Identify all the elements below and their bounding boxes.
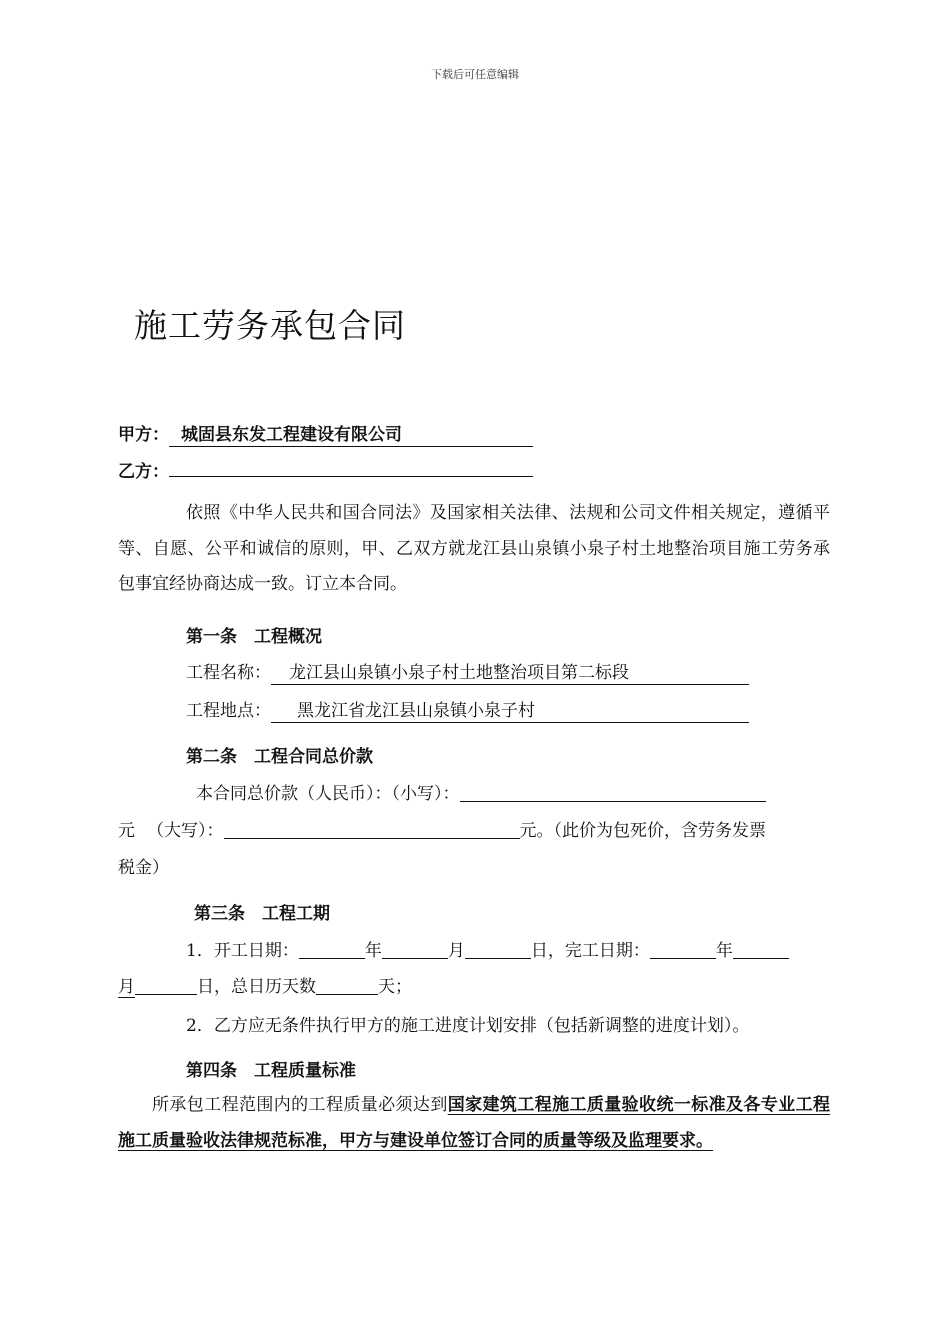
party-a-line <box>118 420 533 447</box>
intro-paragraph: 依照《中华人民共和国合同法》及国家相关法律、法规和公司文件相关规定，遵循平等、自愿、公平和诚信的原则，甲、乙双方就龙江县山泉镇小泉子村土地整治项目施工劳务承包事宜经协商达成一致。订立本合同。 <box>118 503 830 594</box>
party-b-label: 乙方： <box>118 462 169 482</box>
total-days-blank[interactable] <box>316 976 378 995</box>
article1-heading: 第一条 工程概况 <box>186 627 322 647</box>
total-price-daxie-line <box>118 816 766 841</box>
daxie-label: （大写）： <box>147 821 224 841</box>
total-price-lowercase-blank[interactable] <box>460 783 766 802</box>
start-day-blank[interactable] <box>465 940 531 959</box>
quality-lead: 所承包工程范围内的工程质量必须达到 <box>152 1095 448 1115</box>
day-total-label: 日，总日历天数 <box>197 977 316 997</box>
yuan-label: 元 <box>118 821 135 841</box>
end-day-blank[interactable] <box>135 976 197 995</box>
end-date-line <box>118 972 412 997</box>
quality-standard: 国家建筑工程施工质量验收统一标准及各专业工程施工质量验收法律规范标准，甲方与建设单位签订合同的质量等级及监理要求。 <box>118 1095 831 1151</box>
total-price-daxie-blank[interactable] <box>224 820 520 839</box>
days-end-label: 天； <box>378 977 412 997</box>
start-month-blank[interactable] <box>382 940 448 959</box>
total-price-line <box>196 779 766 804</box>
party-b-value <box>169 456 533 477</box>
month-label-2: 月 <box>118 977 135 997</box>
article4-heading: 第四条 工程质量标准 <box>186 1061 356 1081</box>
year-label-2: 年 <box>715 941 733 961</box>
month-label-1: 月 <box>447 941 465 961</box>
page-header-note: 下载后可任意编辑 <box>431 68 519 81</box>
price-note: 元。（此价为包死价，含劳务发票 <box>519 821 766 841</box>
contract-title: 施工劳务承包合同 <box>134 306 406 345</box>
end-year-blank[interactable] <box>650 940 716 959</box>
price-note-continued: 税金） <box>118 858 169 878</box>
total-price-label: 本合同总价款（人民币）：（小写）： <box>196 784 460 804</box>
article2-heading: 第二条 工程合同总价款 <box>186 747 373 767</box>
party-a-label: 甲方： <box>118 425 169 445</box>
start-date-line <box>186 936 789 961</box>
project-name-value: 龙江县山泉镇小泉子村土地整治项目第二标段 <box>271 664 749 685</box>
day-comma-label: 日，完工日期： <box>530 941 650 961</box>
project-location-line <box>186 696 749 723</box>
project-name-line <box>186 658 749 685</box>
year-label-1: 年 <box>364 941 382 961</box>
schedule-item2: 2．乙方应无条件执行甲方的施工进度计划安排（包括新调整的进度计划）。 <box>186 1016 750 1036</box>
party-a-value: 城固县东发工程建设有限公司 <box>169 426 533 447</box>
project-location-label: 工程地点： <box>186 701 271 721</box>
party-b-line <box>118 456 533 482</box>
article3-heading: 第三条 工程工期 <box>194 904 330 924</box>
end-month-blank-part1[interactable] <box>733 940 789 959</box>
project-location-value: 黑龙江省龙江县山泉镇小泉子村 <box>271 702 749 723</box>
item1-prefix: 1．开工日期： <box>186 941 299 961</box>
project-name-label: 工程名称： <box>186 663 271 683</box>
start-year-blank[interactable] <box>299 940 365 959</box>
quality-paragraph <box>118 1088 830 1159</box>
